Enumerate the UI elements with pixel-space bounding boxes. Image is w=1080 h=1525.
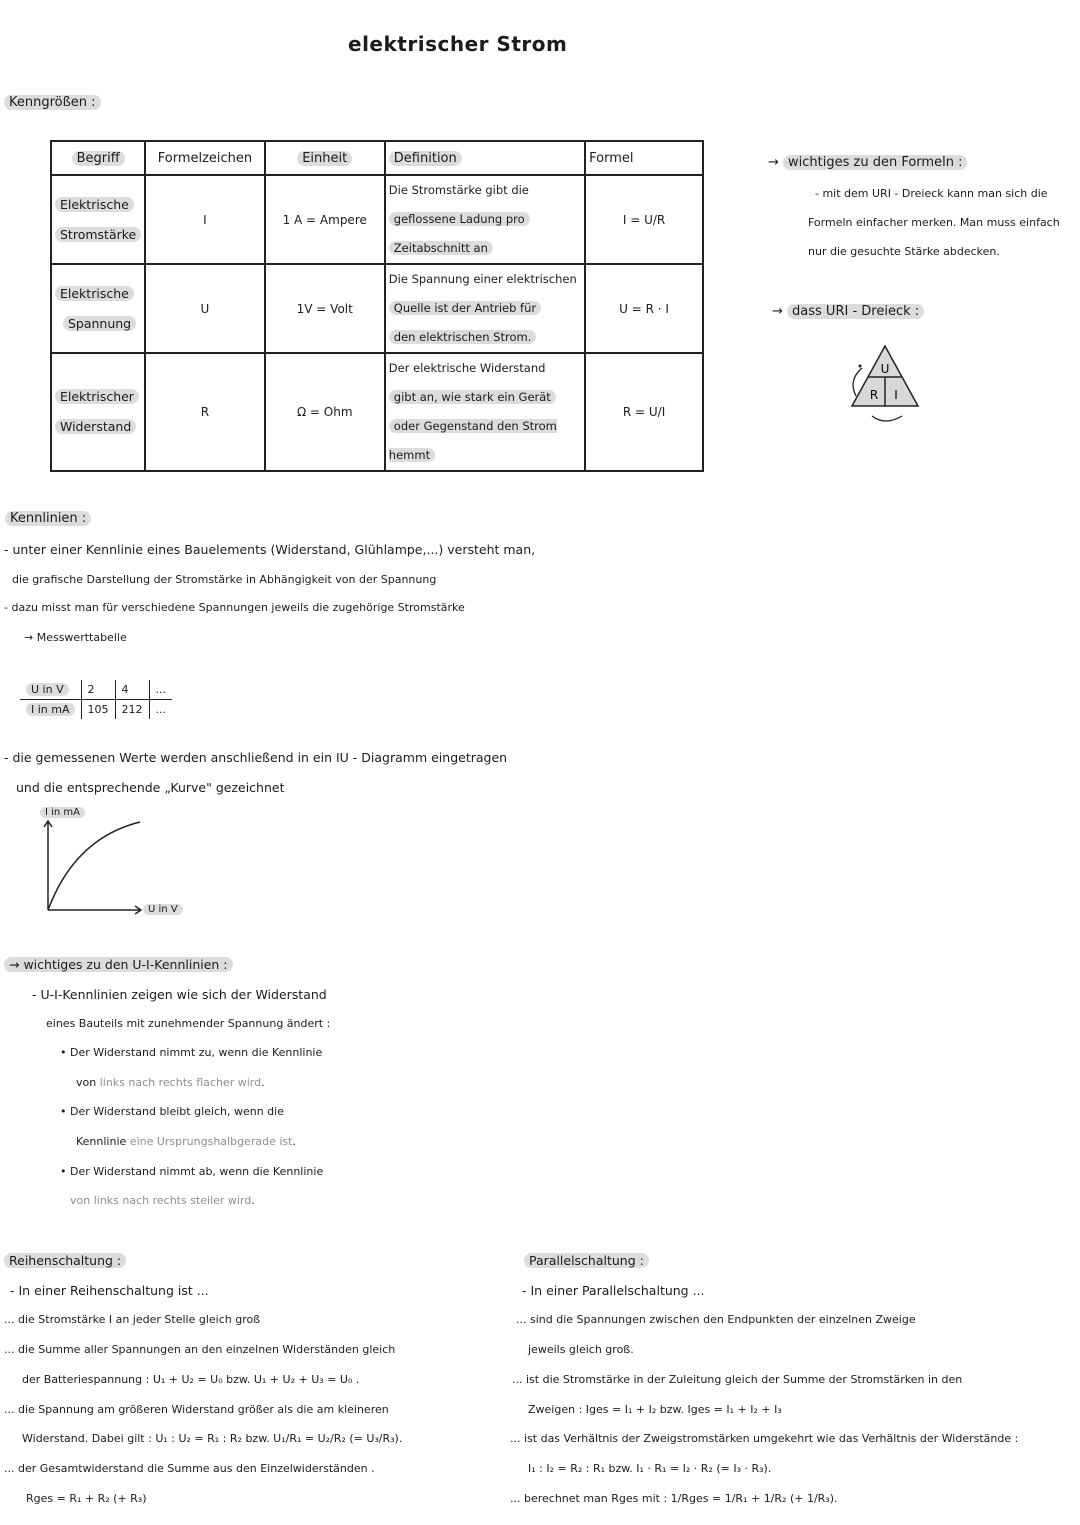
- kennlinien-line: - dazu misst man für verschiedene Spannungen jeweils die zugehörige Stromstärke: [4, 601, 465, 614]
- ui-bullet: • Der Widerstand nimmt ab, wenn die Kennlinie: [60, 1165, 324, 1178]
- formeln-line: nur die gesuchte Stärke abdecken.: [808, 245, 1000, 258]
- reihe-line: Rges = R₁ + R₂ (+ R₃): [26, 1492, 147, 1505]
- ui-heading: → wichtiges zu den U-I-Kennlinien :: [4, 957, 233, 972]
- parallel-line: jeweils gleich groß.: [528, 1343, 634, 1356]
- col-header: Begriff: [51, 141, 145, 175]
- parallel-line: I₁ : I₂ = R₂ : R₁ bzw. I₁ · R₁ = I₂ · R₂ (= I₃ · R₃).: [528, 1462, 772, 1475]
- table-row: Elektrische Stromstärke I 1 A = Ampere Die Stromstärke gibt die geflossene Ladung pro Zeitabschnitt an I = U/R: [51, 175, 703, 264]
- reihe-line: ... der Gesamtwiderstand die Summe aus den Einzelwiderständen .: [4, 1462, 375, 1475]
- col-header: Formelzeichen: [145, 141, 264, 175]
- kennlinien-after: - die gemessenen Werte werden anschließend in ein IU - Diagramm eingetragen: [4, 750, 508, 765]
- iu-diagram: [40, 818, 150, 918]
- parallel-line: Zweigen : Iges = I₁ + I₂ bzw. Iges = I₁ + I₂ + I₃: [528, 1403, 782, 1416]
- ui-bullet: von links nach rechts steiler wird.: [70, 1194, 255, 1207]
- diagram-ylabel: I in mA: [40, 807, 85, 818]
- reihe-line: Widerstand. Dabei gilt : U₁ : U₂ = R₁ : R₂ bzw. U₁/R₁ = U₂/R₂ (= U₃/R₃).: [22, 1432, 403, 1445]
- uri-label: U: [880, 362, 890, 376]
- col-header: Formel: [585, 141, 703, 175]
- reihe-line: ... die Summe aller Spannungen an den einzelnen Widerständen gleich: [4, 1343, 396, 1356]
- parallel-line: ... ist die Stromstärke in der Zuleitung gleich der Summe der Stromstärken in den: [512, 1373, 963, 1386]
- page-title: elektrischer Strom: [348, 32, 568, 56]
- ui-bullet: • Der Widerstand nimmt zu, wenn die Kennlinie: [60, 1046, 323, 1059]
- formeln-line: Formeln einfacher merken. Man muss einfach: [808, 216, 1060, 229]
- ui-line: - U-I-Kennlinien zeigen wie sich der Widerstand: [32, 987, 327, 1002]
- ui-bullet: • Der Widerstand bleibt gleich, wenn die: [60, 1105, 284, 1118]
- ui-line: eines Bauteils mit zunehmender Spannung ändert :: [46, 1017, 331, 1030]
- kennlinien-line: → Messwerttabelle: [24, 631, 127, 644]
- reihe-line: der Batteriespannung : U₁ + U₂ = U₀ bzw. U₁ + U₂ + U₃ = U₀ .: [22, 1373, 360, 1386]
- uri-heading: → dass URI - Dreieck :: [772, 304, 924, 319]
- reihe-heading: Reihenschaltung :: [4, 1253, 126, 1268]
- ui-bullet: von links nach rechts flacher wird.: [76, 1076, 265, 1089]
- kennlinie-curve: [48, 822, 140, 910]
- diagram-xlabel: U in V: [143, 904, 183, 915]
- parallel-line: ... berechnet man Rges mit : 1/Rges = 1/R₁ + 1/R₂ (+ 1/R₃).: [510, 1492, 838, 1505]
- parallel-heading: Parallelschaltung :: [524, 1253, 649, 1268]
- messwert-table: U in V 2 4 ... I in mA 105 212 ...: [20, 680, 172, 719]
- col-header: Einheit: [265, 141, 385, 175]
- table-row: Elektrische Spannung U 1V = Volt Die Spannung einer elektrischen Quelle ist der Antrieb für den elektrischen Strom. U = R · I: [51, 264, 703, 353]
- uri-label: I: [894, 388, 898, 402]
- kennlinien-after: und die entsprechende „Kurve" gezeichnet: [16, 780, 285, 795]
- parallel-line: ... ist das Verhältnis der Zweigstromstärken umgekehrt wie das Verhältnis der Widerstände :: [510, 1432, 1019, 1445]
- formeln-heading: → wichtiges zu den Formeln :: [768, 155, 967, 170]
- uri-label: R: [869, 388, 879, 402]
- reihe-line: ... die Spannung am größeren Widerstand größer als die am kleineren: [4, 1403, 389, 1416]
- reihe-line: - In einer Reihenschaltung ist ...: [10, 1283, 209, 1298]
- kenngroessen-heading: Kenngrößen :: [4, 95, 101, 110]
- kenngroessen-table: [50, 140, 704, 472]
- reihe-line: ... die Stromstärke I an jeder Stelle gleich groß: [4, 1313, 261, 1326]
- ui-bullet: Kennlinie eine Ursprungshalbgerade ist.: [76, 1135, 296, 1148]
- kennlinien-line: - unter einer Kennlinie eines Bauelements (Widerstand, Glühlampe,...) versteht man,: [4, 542, 536, 557]
- kennlinien-line: die grafische Darstellung der Stromstärke in Abhängigkeit von der Spannung: [12, 573, 437, 586]
- formeln-line: - mit dem URI - Dreieck kann man sich die: [815, 187, 1048, 200]
- col-header: Definition: [385, 141, 585, 175]
- uri-triangle: [840, 340, 930, 430]
- parallel-line: ... sind die Spannungen zwischen den Endpunkten der einzelnen Zweige: [516, 1313, 916, 1326]
- kennlinien-heading: Kennlinien :: [5, 511, 91, 526]
- parallel-line: - In einer Parallelschaltung ...: [522, 1283, 705, 1298]
- table-row: Elektrischer Widerstand R Ω = Ohm Der elektrische Widerstand gibt an, wie stark ein Gerät oder Gegenstand den Strom hemmt R = U/I: [51, 353, 703, 471]
